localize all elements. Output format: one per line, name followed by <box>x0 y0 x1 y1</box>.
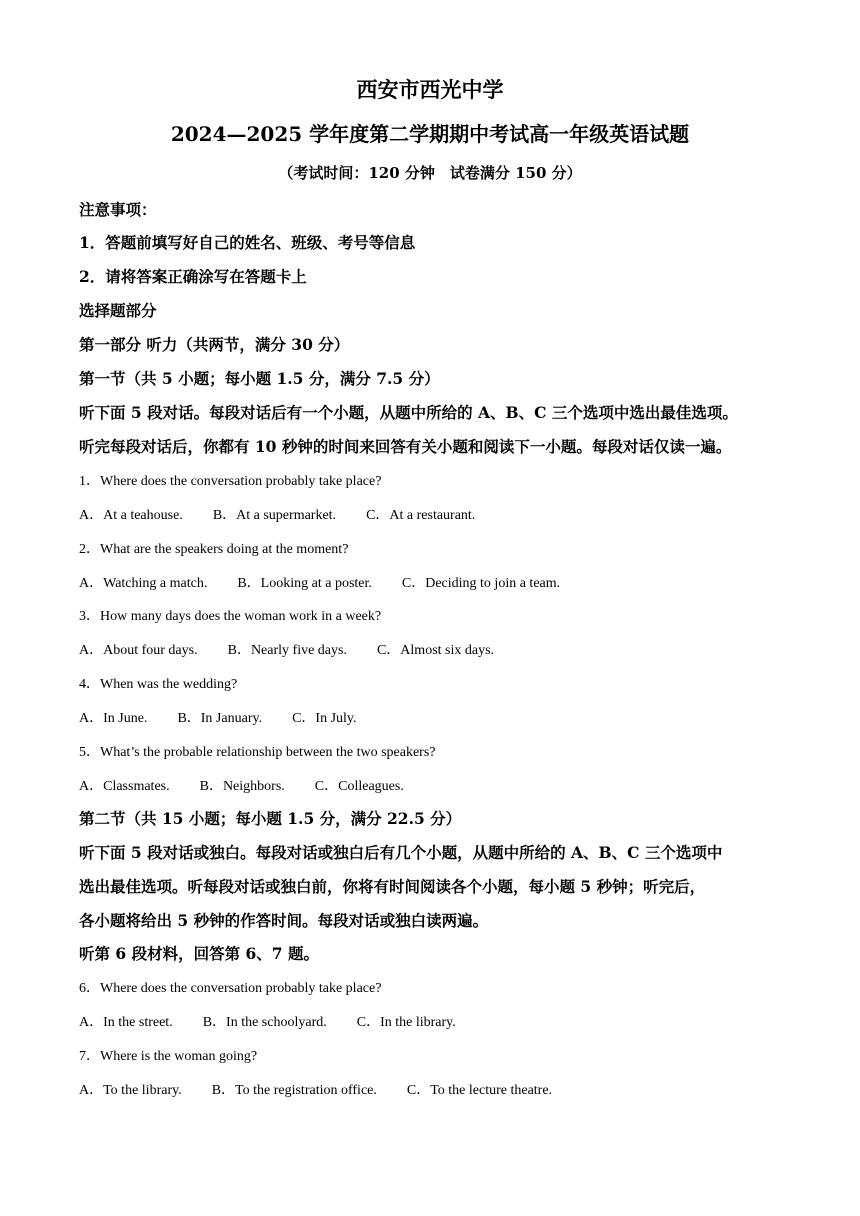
question-5: 5．What’s the probable relationship between the two speakers? <box>79 745 436 760</box>
question-3: 3．How many days does the woman work in a week? <box>79 609 382 624</box>
question-1-options <box>79 504 505 524</box>
option-b: B．At a supermarket. <box>212 508 337 523</box>
option-c: C．Colleagues. <box>314 779 404 794</box>
question-6: 6．Where does the conversation probably take place? <box>79 981 382 996</box>
note-item-2: 2．请将答案正确涂写在答题卡上 <box>79 267 307 286</box>
section2-instruction-1: 听下面 5 段对话或独白。每段对话或独白后有几个小题，从题中所给的 A、B、C 三个选项中 <box>79 843 723 862</box>
part1-heading: 第一部分 听力（共两节，满分 30 分） <box>79 335 350 354</box>
option-b: B．In January. <box>177 711 263 726</box>
choice-section-label: 选择题部分 <box>79 301 157 320</box>
option-c: C．At a restaurant. <box>366 508 476 523</box>
option-b: B．Looking at a poster. <box>237 576 372 591</box>
question-5-options <box>79 775 434 795</box>
option-a: A．In the street. <box>79 1015 173 1030</box>
question-2-options <box>79 572 590 592</box>
section1-instruction-1: 听下面 5 段对话。每段对话后有一个小题，从题中所给的 A、B、C 三个选项中选出最佳选项。 <box>79 403 738 422</box>
notes-heading: 注意事项： <box>79 200 157 219</box>
option-a: A．In June. <box>79 711 148 726</box>
option-a: A．At a teahouse. <box>79 508 183 523</box>
exam-info: （考试时间：120 分钟 试卷满分 150 分） <box>278 164 582 182</box>
question-3-options <box>79 639 524 659</box>
option-b: B．Neighbors. <box>199 779 285 794</box>
question-7-options <box>79 1079 582 1099</box>
option-c: C．In the library. <box>356 1015 456 1030</box>
section2-instruction-2: 选出最佳选项。听每段对话或独白前，你将有时间阅读各个小题，每小题 5 秒钟；听完后， <box>79 877 706 896</box>
section2-heading: 第二节（共 15 小题；每小题 1.5 分，满分 22.5 分） <box>79 809 462 828</box>
question-4-options <box>79 707 387 727</box>
section1-heading: 第一节（共 5 小题；每小题 1.5 分，满分 7.5 分） <box>79 369 440 388</box>
question-1: 1．Where does the conversation probably take place? <box>79 474 382 489</box>
question-7: 7．Where is the woman going? <box>79 1049 258 1064</box>
option-b: B．To the registration office. <box>211 1083 377 1098</box>
question-6-options <box>79 1011 486 1031</box>
section2-instruction-3: 各小题将给出 5 秒钟的作答时间。每段对话或独白读两遍。 <box>79 911 489 930</box>
option-b: B．Nearly five days. <box>227 643 347 658</box>
option-c: C．In July. <box>292 711 357 726</box>
exam-title: 2024—2025 学年度第二学期期中考试高一年级英语试题 <box>170 122 690 146</box>
note-item-1: 1．答题前填写好自己的姓名、班级、考号等信息 <box>79 233 416 252</box>
option-a: A．To the library. <box>79 1083 182 1098</box>
option-b: B．In the schoolyard. <box>202 1015 327 1030</box>
question-4: 4．When was the wedding? <box>79 677 238 692</box>
material-6-heading: 听第 6 段材料，回答第 6、7 题。 <box>79 944 319 963</box>
option-c: C．Deciding to join a team. <box>401 576 561 591</box>
school-name: 西安市西光中学 <box>356 77 504 102</box>
option-c: C．Almost six days. <box>376 643 495 658</box>
option-a: A．Classmates. <box>79 779 170 794</box>
option-c: C．To the lecture theatre. <box>406 1083 553 1098</box>
option-a: A．About four days. <box>79 643 198 658</box>
option-a: A．Watching a match. <box>79 576 208 591</box>
question-2: 2．What are the speakers doing at the moment? <box>79 542 349 557</box>
section1-instruction-2: 听完每段对话后，你都有 10 秒钟的时间来回答有关小题和阅读下一小题。每段对话仅读一遍。 <box>79 437 732 456</box>
